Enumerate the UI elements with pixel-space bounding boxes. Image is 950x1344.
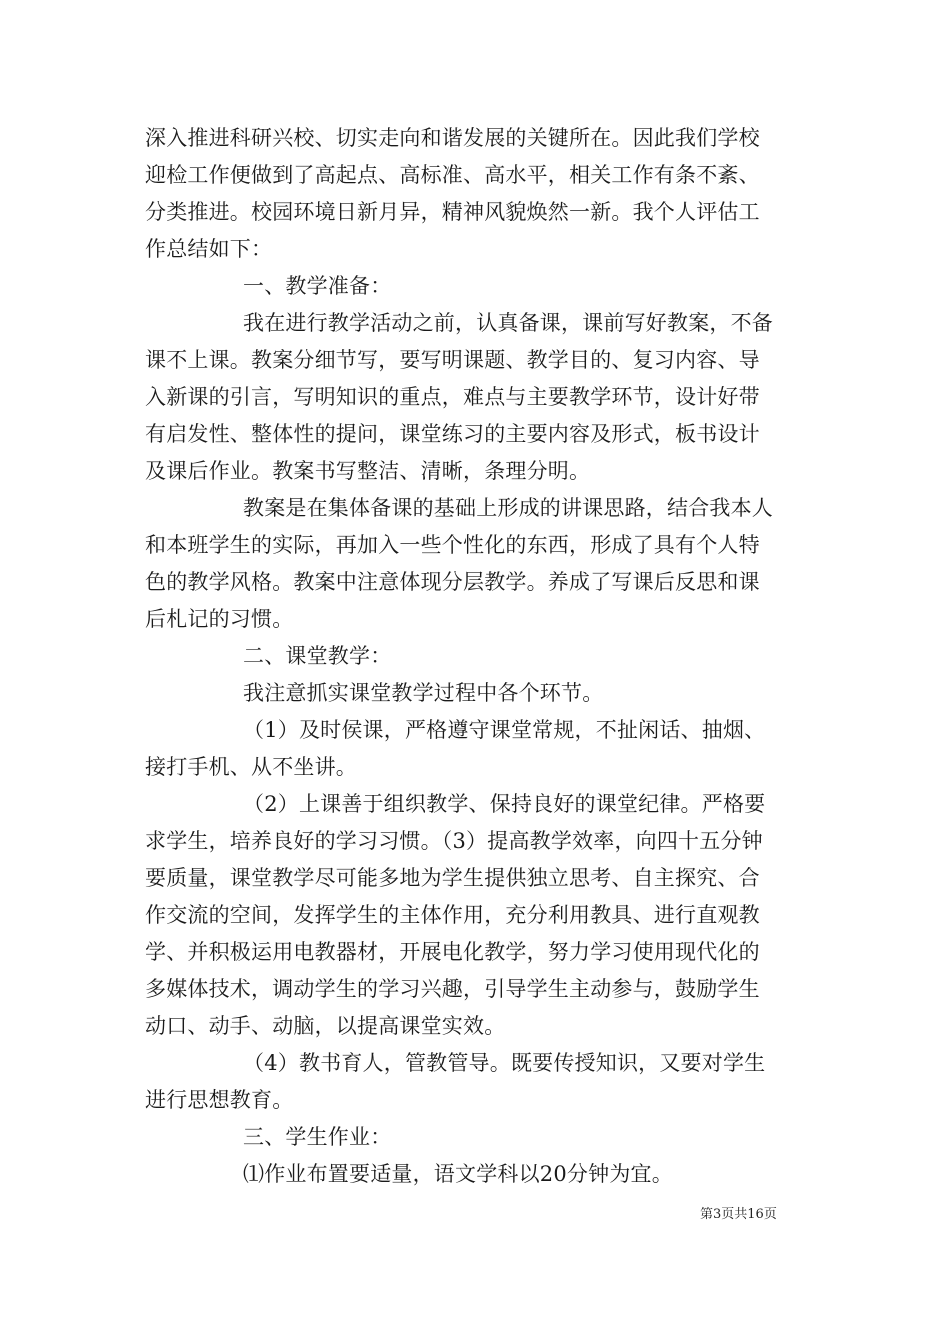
text-line: 接打手机、从不坐讲。 <box>145 755 357 779</box>
list-item: （2）上课善于组织教学、保持良好的课堂纪律。严格要 <box>243 792 766 816</box>
text-line: 深入推进科研兴校、切实走向和谐发展的关键所在。因此我们学校 <box>145 126 760 150</box>
text-line: 后札记的习惯。 <box>145 607 294 631</box>
text-line: 要质量，课堂教学尽可能多地为学生提供独立思考、自主探究、合 <box>145 866 760 890</box>
section-heading: 一、教学准备： <box>243 274 392 298</box>
text-line: 和本班学生的实际，再加入一些个性化的东西，形成了具有个人特 <box>145 533 760 557</box>
text-line: 学、并积极运用电教器材，开展电化教学，努力学习使用现代化的 <box>145 940 760 964</box>
text-line: 作交流的空间，发挥学生的主体作用，充分利用教具、进行直观教 <box>145 903 760 927</box>
text-line: 课不上课。教案分细节写，要写明课题、教学目的、复习内容、导 <box>145 348 760 372</box>
text-line: 我注意抓实课堂教学过程中各个环节。 <box>243 681 604 705</box>
text-line: 求学生，培养良好的学习习惯。（3）提高教学效率，向四十五分钟 <box>145 829 763 853</box>
list-item: ⑴作业布置要适量，语文学科以20分钟为宜。 <box>243 1162 673 1186</box>
text-line: 迎检工作便做到了高起点、高标准、高水平，相关工作有条不紊、 <box>145 163 760 187</box>
text-line: 入新课的引言，写明知识的重点，难点与主要教学环节，设计好带 <box>145 385 760 409</box>
text-line: 有启发性、整体性的提问，课堂练习的主要内容及形式，板书设计 <box>145 422 760 446</box>
list-item: （1）及时侯课，严格遵守课堂常规，不扯闲话、抽烟、 <box>243 718 766 742</box>
section-heading: 二、课堂教学： <box>243 644 392 668</box>
text-line: 及课后作业。教案书写整洁、清晰，条理分明。 <box>145 459 591 483</box>
text-line: 教案是在集体备课的基础上形成的讲课思路，结合我本人 <box>243 496 773 520</box>
text-line: 色的教学风格。教案中注意体现分层教学。养成了写课后反思和课 <box>145 570 760 594</box>
text-line: 我在进行教学活动之前，认真备课，课前写好教案，不备 <box>243 311 773 335</box>
text-line: 多媒体技术，调动学生的学习兴趣，引导学生主动参与，鼓励学生 <box>145 977 760 1001</box>
text-line: 动口、动手、动脑，以提高课堂实效。 <box>145 1014 506 1038</box>
text-line: 分类推进。校园环境日新月异，精神风貌焕然一新。我个人评估工 <box>145 200 760 224</box>
section-heading: 三、学生作业： <box>243 1125 392 1149</box>
page-number-footer: 第3页共16页 <box>700 1207 777 1222</box>
text-line: 作总结如下： <box>145 237 273 261</box>
list-item: （4）教书育人，管教管导。既要传授知识，又要对学生 <box>243 1051 766 1075</box>
text-line: 进行思想教育。 <box>145 1088 294 1112</box>
